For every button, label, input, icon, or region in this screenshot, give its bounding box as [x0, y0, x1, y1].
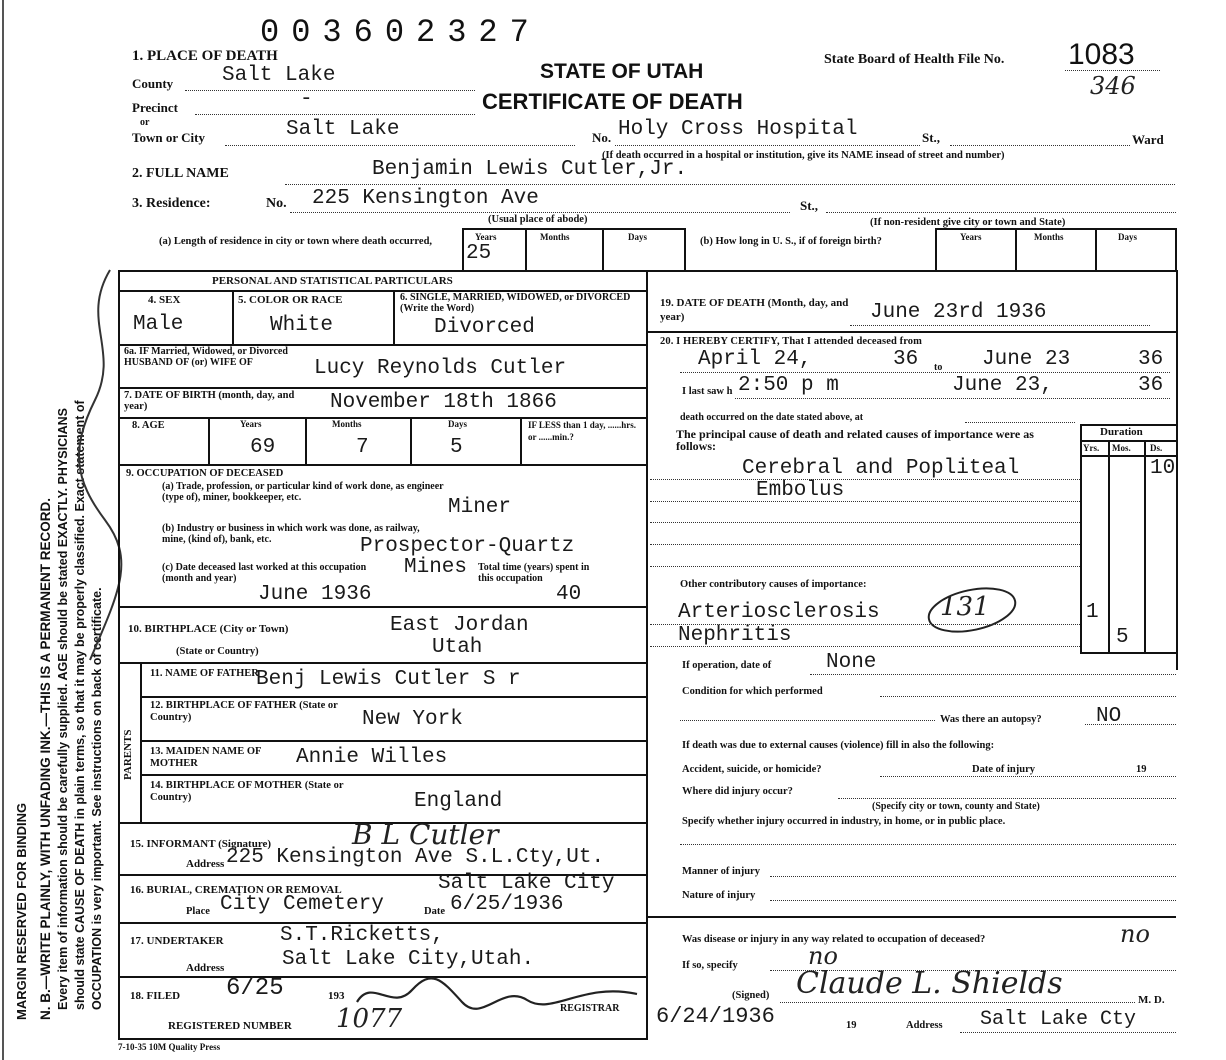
- spouse-label: 6a. IF Married, Widowed, or Divorced HUSBAND OF (or) WIFE OF: [124, 346, 288, 368]
- age-months-header: Months: [332, 419, 362, 429]
- hospital-underline: [615, 145, 920, 146]
- occupation-a-value: Miner: [448, 496, 512, 519]
- where-underline: [838, 798, 1176, 799]
- full-name-value: Benjamin Lewis Cutler,Jr.: [372, 158, 688, 181]
- undertaker-value: S.T.Ricketts,: [280, 924, 444, 947]
- res-col-3: [602, 228, 604, 270]
- printer-imprint: 7-10-35 10M Quality Press: [118, 1042, 221, 1052]
- autopsy-underline: [1085, 724, 1176, 725]
- attended-from-year: 36: [893, 348, 919, 371]
- birthplace-label: 10. BIRTHPLACE (City or Town): [128, 623, 289, 635]
- accident-underline: [880, 776, 1176, 777]
- age-col-2: [305, 417, 307, 464]
- nature-label: Nature of injury: [682, 890, 756, 901]
- specify-industry-label: Specify whether injury occurred in industry, in home, or in public place.: [682, 816, 1006, 827]
- occupation-c-value: June 1936: [258, 583, 372, 606]
- dob-value: November 18th 1866: [330, 391, 557, 414]
- circle-mark: [922, 584, 1022, 636]
- injury-date-19: 19: [1136, 764, 1147, 775]
- cause4-underline: [650, 544, 1080, 545]
- hospital-note: (If death occurred in a hospital or institution, give its NAME insead of street and number): [602, 150, 1005, 161]
- precinct-label: Precinct: [132, 100, 178, 115]
- mother-label: 13. MAIDEN NAME OF MOTHER: [150, 746, 262, 769]
- date-of-death-value: June 23rd 1936: [870, 301, 1047, 324]
- duration-bottom: [1080, 652, 1176, 654]
- burial-date-label: Date: [424, 906, 445, 917]
- specify-underline: [680, 844, 1176, 845]
- accident-label: Accident, suicide, or homicide?: [682, 764, 822, 775]
- res-col-8: [1175, 228, 1177, 270]
- operation-underline: [810, 674, 1176, 675]
- other-cause1-mark: 131: [940, 592, 990, 622]
- town-underline: [225, 145, 575, 146]
- undertaker-address-label: Address: [186, 962, 225, 974]
- file-no-label: State Board of Health File No.: [824, 52, 1005, 67]
- external-causes-label: If death was due to external causes (violence) fill in also the following:: [682, 740, 995, 751]
- signed-underline: [780, 1002, 1135, 1003]
- parents-col: [140, 662, 142, 822]
- total-time-value: 40: [556, 583, 582, 606]
- res-col-4: [684, 228, 686, 270]
- margin-instruction-line3: should state CAUSE OF DEATH in plain terms, so that it may be properly classified. Exact statement of: [73, 400, 87, 1010]
- row-mother-bottom: [140, 774, 646, 776]
- cause1-underline: [650, 479, 1080, 480]
- cause5-underline: [650, 566, 1080, 567]
- hospital-value: Holy Cross Hospital: [618, 118, 858, 141]
- residence-label: 3. Residence:: [132, 196, 211, 211]
- physician-address-label: Address: [906, 1020, 943, 1031]
- total-time-label: Total time (years) spent in this occupation: [478, 562, 590, 584]
- other-cause1-value: Arteriosclerosis: [678, 601, 880, 624]
- birthplace-value: East Jordan: [390, 614, 529, 637]
- duration-ds: Ds.: [1150, 443, 1163, 453]
- left-box-right: [646, 270, 648, 1040]
- burial-place-value: City Cemetery: [220, 893, 384, 916]
- sex-value: Male: [133, 313, 184, 336]
- street-label: St.,: [922, 130, 941, 145]
- us-days-header: Days: [1118, 232, 1138, 242]
- occupation-b-value: Prospector-Quartz: [360, 535, 575, 558]
- mother-value: Annie Willes: [296, 746, 448, 769]
- sign-date-19: 19: [846, 1020, 857, 1031]
- age-months-value: 7: [356, 436, 369, 459]
- res-table-top-b: [935, 228, 1175, 230]
- operation-label: If operation, date of: [682, 660, 772, 671]
- dur-mid: [1080, 440, 1176, 442]
- attended-to-value: June 23: [982, 348, 1071, 371]
- cause2-value: Embolus: [756, 479, 845, 502]
- age-col-3: [410, 417, 412, 464]
- condition-underline: [880, 696, 1176, 697]
- row-age-bottom: [118, 464, 646, 466]
- filed-value: 6/25: [226, 975, 284, 1002]
- manner-label: Manner of injury: [682, 866, 760, 877]
- father-value: Benj Lewis Cutler S r: [256, 668, 521, 691]
- occupation-c-label: (c) Date deceased last worked at this occupation (month and year): [162, 562, 367, 584]
- duration-mos: Mos.: [1112, 443, 1131, 453]
- filed-label: 18. FILED: [130, 990, 181, 1002]
- burial-date-value: 6/25/1936: [450, 893, 564, 916]
- county-label: County: [132, 76, 174, 91]
- date-of-death-label: 19. DATE OF DEATH (Month, day, and year): [660, 297, 849, 323]
- burial-value: Salt Lake City: [438, 872, 615, 895]
- other-causes-label: Other contributory causes of importance:: [680, 579, 867, 590]
- full-name-label: 2. FULL NAME: [132, 166, 229, 181]
- res-months-header: Months: [540, 232, 570, 242]
- stated-label: death occurred on the date stated above, at: [680, 412, 864, 423]
- duration-header: Duration: [1100, 426, 1143, 438]
- informant-address-label: Address: [186, 858, 225, 870]
- full-name-underline: [285, 184, 1175, 185]
- row-fbirth-bottom: [140, 740, 646, 742]
- last-saw-year: 36: [1138, 374, 1164, 397]
- informant-label: 15. INFORMANT (Signature): [130, 838, 272, 850]
- undertaker-address-value: Salt Lake City,Utah.: [282, 948, 535, 971]
- cause1-days: 10: [1150, 457, 1176, 480]
- occupation-b-value2: Mines: [404, 556, 468, 579]
- last-saw-label: I last saw h: [682, 386, 733, 397]
- margin-binding-note: MARGIN RESERVED FOR BINDING: [14, 802, 29, 1020]
- right-box-right: [1176, 270, 1178, 670]
- mother-birthplace-value: England: [414, 790, 503, 813]
- occupation-b-label: (b) Industry or business in which work was done, as railway, mine, (kind of), bank, etc.: [162, 523, 420, 545]
- res-col-2: [525, 228, 527, 270]
- other2-underline: [650, 646, 1080, 647]
- occupation-related-label: Was disease or injury in any way related to occupation of deceased?: [682, 934, 986, 945]
- manner-underline: [770, 876, 1176, 877]
- duration-yrs: Yrs.: [1083, 443, 1100, 453]
- attended-to-year: 36: [1138, 348, 1164, 371]
- informant-signature: B L Cutler: [352, 818, 499, 851]
- county-value: Salt Lake: [222, 64, 336, 87]
- father-birthplace-label: 12. BIRTHPLACE OF FATHER (State or Country): [150, 700, 338, 723]
- margin-instruction-line1: N. B.—WRITE PLAINLY, WITH UNFADING INK.—THIS IS A PERMANENT RECORD.: [38, 497, 53, 1020]
- row-dod-bottom: [646, 331, 1176, 333]
- registrar-label: REGISTRAR: [560, 1003, 620, 1014]
- margin-instruction-line2: Every item of information should be carefully supplied. AGE should be stated EXACTLY. PHYSICIANS: [56, 408, 70, 1010]
- margin-instruction-line4: OCCUPATION is very important. See instructions on back of certificate.: [90, 587, 104, 1010]
- age-days-value: 5: [450, 436, 463, 459]
- file-sub: 346: [1090, 72, 1136, 100]
- res-col-5: [935, 228, 937, 270]
- res-years-value: 25: [466, 242, 492, 265]
- cause-label: The principal cause of death and related causes of importance were as follows:: [676, 427, 1034, 453]
- dur-col-2: [1108, 440, 1110, 652]
- occupation-heading: 9. OCCUPATION OF DECEASED: [126, 468, 284, 479]
- us-months-header: Months: [1034, 232, 1064, 242]
- residence-underline: [290, 212, 790, 213]
- autopsy-label: Was there an autopsy?: [940, 714, 1042, 725]
- cause1-value: Cerebral and Popliteal: [742, 457, 1020, 480]
- last-saw-time: 2:50 p m: [738, 374, 839, 397]
- or-label: or: [140, 117, 150, 128]
- dod-underline: [850, 325, 1150, 326]
- state-title: STATE OF UTAH: [540, 60, 704, 83]
- last-saw-date: June 23,: [952, 374, 1053, 397]
- county-underline: [185, 90, 475, 91]
- certify-label: 20. I HEREBY CERTIFY, That I attended deceased from: [660, 336, 923, 347]
- personal-heading: PERSONAL AND STATISTICAL PARTICULARS: [212, 275, 453, 287]
- marital-label: 6. SINGLE, MARRIED, WIDOWED, or DIVORCED (Write the Word): [400, 292, 631, 314]
- marital-value: Divorced: [434, 316, 535, 339]
- row-birthplace-bottom: [118, 662, 646, 664]
- registered-number-label: REGISTERED NUMBER: [168, 1020, 292, 1032]
- precinct-underline: [195, 114, 475, 115]
- color-value: White: [270, 314, 334, 337]
- nature-underline: [770, 900, 1176, 901]
- left-box-left: [118, 270, 120, 1040]
- last-saw-underline: [735, 398, 1170, 399]
- residence-value: 225 Kensington Ave: [312, 187, 539, 210]
- row-father-bottom: [140, 696, 646, 698]
- row-nature-bottom: [646, 916, 1176, 918]
- top-serial-number: 003602327: [260, 14, 541, 51]
- filed-year: 193: [328, 990, 345, 1002]
- occupation-related-value: no: [1120, 920, 1150, 948]
- row-occupation-bottom: [118, 606, 646, 608]
- town-label: Town or City: [132, 130, 205, 145]
- file-no: 1083: [1068, 38, 1135, 71]
- residence-st-label: St.,: [800, 198, 819, 213]
- attended-from-value: April 24,: [698, 348, 812, 371]
- sex-col-divider: [232, 290, 234, 344]
- other-cause2-months: 5: [1116, 626, 1129, 649]
- age-years-value: 69: [250, 436, 276, 459]
- if-so-label: If so, specify: [682, 960, 738, 971]
- cause3-underline: [650, 522, 1080, 523]
- attended-to-label: to: [934, 362, 943, 373]
- res-length-label: (a) Length of residence in city or town where death occurred,: [158, 236, 433, 247]
- age-col-4: [520, 417, 522, 464]
- address-underline: [960, 1032, 1176, 1033]
- res-table-top: [462, 228, 684, 230]
- sign-date-value: 6/24/1936: [656, 1004, 775, 1029]
- other-cause2-value: Nephritis: [678, 624, 792, 647]
- physician-signature: Claude L. Shields: [796, 966, 1063, 1001]
- operation-value: None: [826, 651, 877, 674]
- md-label: M. D.: [1138, 994, 1165, 1006]
- dur-col-1: [1080, 424, 1082, 652]
- margin-signature-scrawl: [70, 260, 130, 680]
- res-years-header: Years: [475, 232, 497, 242]
- age-days-header: Days: [448, 419, 468, 429]
- other-cause1-years: 1: [1086, 601, 1099, 624]
- nonresident-note: (If non-resident give city or town and State): [870, 217, 1066, 228]
- injury-date-label: Date of injury: [972, 764, 1035, 775]
- color-col-divider: [393, 290, 395, 344]
- margin-border: [2, 0, 4, 1060]
- burial-label: 16. BURIAL, CREMATION OR REMOVAL: [130, 884, 342, 896]
- color-label: 5. COLOR OR RACE: [238, 294, 343, 306]
- age-col-1: [208, 417, 210, 464]
- autopsy-value: NO: [1096, 705, 1122, 728]
- street-underline: [950, 145, 1130, 146]
- dur-col-3: [1144, 440, 1146, 652]
- cause2-underline: [650, 501, 1080, 502]
- if-so-value: no: [808, 942, 838, 970]
- row-spouse-bottom: [118, 387, 646, 389]
- parents-label: PARENTS: [122, 729, 134, 780]
- age-less-label: IF LESS than 1 day, ......hrs. or ......min.?: [528, 420, 636, 442]
- precinct-value: -: [300, 88, 313, 111]
- residence-st-underline: [826, 212, 1176, 213]
- hospital-no-label: No.: [592, 130, 612, 145]
- res-days-header: Days: [628, 232, 648, 242]
- us-years-header: Years: [960, 232, 982, 242]
- burial-place-label: Place: [186, 906, 210, 917]
- physician-address-value: Salt Lake Cty: [980, 1008, 1137, 1031]
- undertaker-label: 17. UNDERTAKER: [130, 935, 224, 947]
- ward-label: Ward: [1132, 132, 1164, 147]
- page-title: CERTIFICATE OF DEATH: [482, 89, 743, 114]
- res-col-6: [1015, 228, 1017, 270]
- signed-label: (Signed): [732, 990, 770, 1001]
- age-label: 8. AGE: [132, 420, 165, 431]
- spouse-value: Lucy Reynolds Cutler: [314, 357, 567, 380]
- father-label: 11. NAME OF FATHER: [150, 668, 259, 679]
- attended-underline: [680, 372, 1170, 373]
- place-of-death-heading: 1. PLACE OF DEATH: [132, 48, 278, 64]
- birth-state-label: (State or Country): [176, 646, 259, 657]
- mother-birthplace-label: 14. BIRTHPLACE OF MOTHER (State or Country): [150, 780, 344, 803]
- res-col-7: [1095, 228, 1097, 270]
- res-table-bottom: [118, 270, 1178, 272]
- foreign-birth-label: (b) How long in U. S., if of foreign birth?: [700, 236, 882, 247]
- dob-label: 7. DATE OF BIRTH (month, day, and year): [124, 390, 295, 412]
- age-years-header: Years: [240, 419, 262, 429]
- res-col-1: [462, 228, 464, 270]
- residence-no-label: No.: [266, 196, 287, 211]
- condition-label: Condition for which performed: [682, 686, 823, 697]
- stated-underline: [965, 422, 1075, 423]
- father-birthplace-value: New York: [362, 708, 463, 731]
- informant-address-value: 225 Kensington Ave S.L.Cty,Ut.: [226, 846, 605, 869]
- condition-underline2: [680, 720, 935, 721]
- town-value: Salt Lake: [286, 118, 400, 141]
- specify-place-note: (Specify city or town, county and State): [872, 801, 1040, 812]
- sex-label: 4. SEX: [148, 294, 181, 306]
- occupation-a-label: (a) Trade, profession, or particular kind of work done, as engineer (type of), miner, bookkeeper, etc.: [162, 481, 444, 503]
- left-box-bottom: [118, 1038, 646, 1040]
- file-no-underline: [1065, 70, 1160, 71]
- abode-note: (Usual place of abode): [488, 214, 588, 225]
- where-label: Where did injury occur?: [682, 786, 793, 797]
- birth-state-value: Utah: [432, 636, 483, 659]
- registered-number-value: 1077: [336, 1004, 403, 1034]
